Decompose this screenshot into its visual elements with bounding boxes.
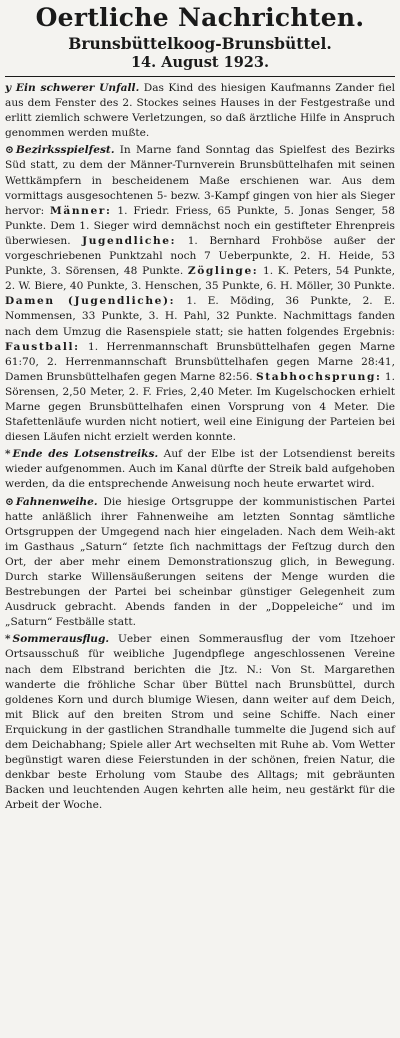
asterisk-icon: * <box>5 448 11 461</box>
article-lead: Fahnenweihe. <box>15 495 98 508</box>
category-label: Damen (Jugendliche): <box>5 295 176 308</box>
article-lead: Sommerausflug. <box>12 633 110 646</box>
article-sommerausflug <box>5 632 395 813</box>
page-header <box>5 4 395 72</box>
article-text: 1. Bernhard Frohböse außer der vorgeschriebenen Punktzahl noch 7 Ueberpunkte, 2. H. Heide, 53 Punkte, 3. Sörensen, 48 Punkte. <box>5 234 396 278</box>
date-line: 14. August 1923. <box>130 54 270 71</box>
article-lead: y Ein schwerer Unfall. <box>5 82 140 94</box>
circle-dot-icon: ⊙ <box>5 144 14 157</box>
article-unfall <box>5 81 395 141</box>
place-heading: Brunsbüttelkoog-Brunsbüttel. <box>68 34 332 53</box>
article-text: Auf der Elbe ist der Lotsendienst bereits wieder aufgenommen. Auch im Kanal dürfte der Streik bald aufgehoben werden, da die entsprechende Anweisung noch heute erwartet wird. <box>5 448 395 491</box>
header-rule <box>5 76 395 77</box>
asterisk-icon: * <box>5 633 11 646</box>
circle-dot-icon: ⊙ <box>5 495 14 508</box>
article-text: Das Kind des hiesigen Kaufmanns Zander fiel aus dem Fenster des 2. Stockes seines Hauses in der Festgestraße und erlitt ziemlich schwere Verletzungen, so daß ärztliche Hilfe in Anspruch genommen werden mußte. <box>5 82 396 140</box>
article-bezirksspielfest <box>5 143 395 445</box>
category-label: Faustball: <box>5 340 80 353</box>
article-text: Die hiesige Ortsgruppe der kommunistischen Partei hatte anläßlich ihrer Fahnenweihe am letzten Sonntag sämtliche Ortsgruppen der Umgegend nach hier eingeladen. Nach dem Weih-akt im Gasthaus „Saturn“ ſetzte ſich nachmittags der Feſtzug durch den Ort, der aber mehr einem Demonstrationszug glich, in Bewegung. Durch starke Willensäußerungen seitens der Menge wurden die Bestrebungen der Partei bei scheinbar günstiger Gelegenheit zum Ausdruck gebracht. Abends fanden in der „Doppeleiche“ und im „Saturn“ Festbälle statt. <box>5 495 395 629</box>
category-label: Zöglinge: <box>187 265 259 278</box>
section-title: Oertliche Nachrichten. <box>35 3 365 32</box>
article-fahnenweihe <box>5 495 395 631</box>
article-lotsenstreik <box>5 447 395 492</box>
article-text: 1. Friedr. Friess, 65 Punkte, 5. Jonas Senger, 58 Punkte. Dem 1. Sieger wird demnächst noch ein gestifteter Ehrenpreis überwiesen. <box>5 204 395 247</box>
article-text: 1. E. Möding, 36 Punkte, 2. E. Nommensen, 33 Punkte, 3. H. Pahl, 32 Punkte. Nachmittags fanden nach dem Umzug die Rasenspiele statt; sie hatten folgendes Ergebnis: <box>5 295 395 338</box>
article-text: 1. Herrenmannschaft Brunsbüttelhafen gegen Marne 61:70, 2. Herrenmannschaft Brunsbüttelhafen gegen Marne 28:41, Damen Brunsbüttelhafen gegen Marne 82:56. <box>5 340 395 383</box>
article-text: 1. Sörensen, 2,50 Meter, 2. F. Fries, 2,40 Meter. Im Kugelschocken erhielt Marne gegen Brunsbüttelhafen einen Vorsprung von 4 Meter. Die Stafettenläufe wurden nicht notiert, weil eine Einigung der Parteien bei diesen Läufen nicht erzielt werden konnte. <box>5 370 395 444</box>
category-label: Stabhochsprung: <box>256 370 382 383</box>
article-text: In Marne fand Sonntag das Spielfest des Bezirks Süd statt, zu dem der Männer-Turnverein Brunsbüttelhafen mit seinen Wettkämpfern in bescheidenem Maße erschienen war. Aus dem vormittags ausgesochtenen 5- bezw. 3-Kampf gingen von hier als Sieger hervor: <box>5 144 395 217</box>
article-text: Ueber einen Sommerausflug der vom Itzehoer Ortsausschuß für weibliche Jugendpflege angeschlossenen Vereine nach dem Elbstrand berichten die Jtz. N.: Von St. Margarethen wanderte die fröhliche Schar über Büttel nach Brunsbüttel, durch goldenes Korn und durch blumige Wiesen, dann weiter auf dem Deich, mit Blick auf den breiten Strom und seine Schiffe. Nach einer Erquickung in der gastlichen Strandhalle tummelte die Jugend sich auf dem Deichabhang; Spiele aller Art wechselten mit Ruhe ab. Vom Wetter begünstigt waren diese Feierstunden in der schönen, freien Natur, die denkbar beste Erholung vom Staube des Alltags; mit gebräunten Backen und leuchtenden Augen kehrten alle heim, neu gestärkt für die Arbeit der Woche. <box>5 633 395 812</box>
category-label: Männer: <box>50 204 112 217</box>
category-label: Jugendliche: <box>82 234 177 247</box>
article-lead: Bezirksspielfest. <box>15 144 115 157</box>
article-text: 1. K. Peters, 54 Punkte, 2. W. Biere, 40 Punkte, 3. Henschen, 35 Punkte, 6. H. Möller, 30 Punkte. <box>5 265 395 293</box>
article-lead: Ende des Lotsenstreiks. <box>12 448 159 461</box>
